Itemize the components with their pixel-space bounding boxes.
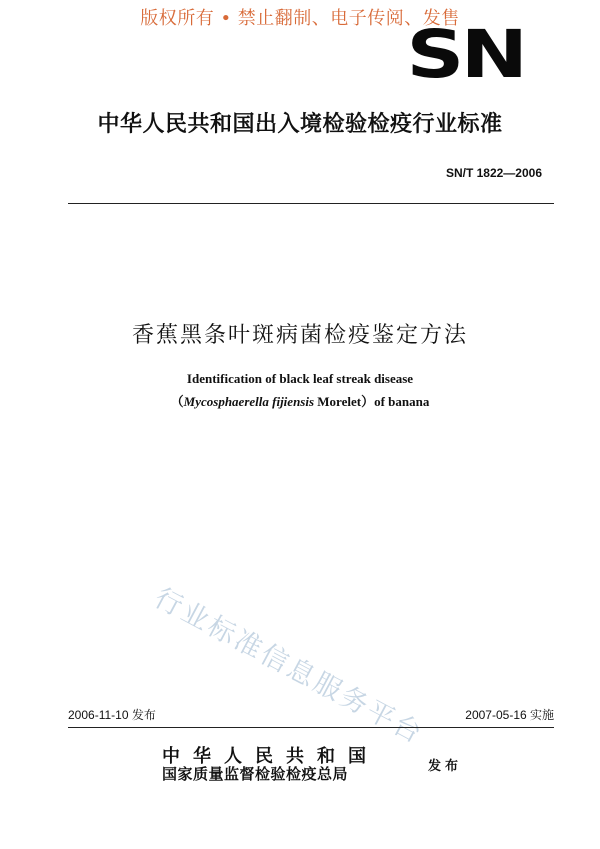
title-english-open-paren: （: [170, 394, 184, 409]
publish-label: 发布: [428, 759, 463, 774]
title-chinese: 香蕉黑条叶斑病菌检疫鉴定方法: [131, 323, 468, 348]
implementation-date: 2007-05-16 实施: [465, 708, 554, 722]
standard-organization: 中华人民共和国出入境检验检疫行业标准: [97, 112, 503, 137]
standard-code: SN/T 1822—2006: [445, 166, 542, 180]
sn-logo-text: SN: [405, 16, 525, 93]
watermark: 行业标准信息服务平台: [149, 582, 429, 751]
sn-logo: [405, 16, 525, 93]
top-divider: [68, 203, 554, 204]
copyright-notice: 版权所有 • 禁止翻制、电子传阅、发售: [140, 8, 460, 29]
title-english-rest: Morelet）of banana: [314, 394, 430, 409]
title-english-line1: Identification of black leaf streak disease: [186, 371, 414, 386]
title-english-species: Mycosphaerella fijiensis: [183, 394, 315, 409]
bottom-divider: [68, 727, 554, 728]
issue-date: 2006-11-10 发布: [68, 708, 156, 722]
issuer-agency: 国家质量监督检验检疫总局: [162, 765, 349, 783]
title-english-line2: [0, 391, 600, 410]
issuer-country: 中华人民共和国: [162, 746, 379, 767]
